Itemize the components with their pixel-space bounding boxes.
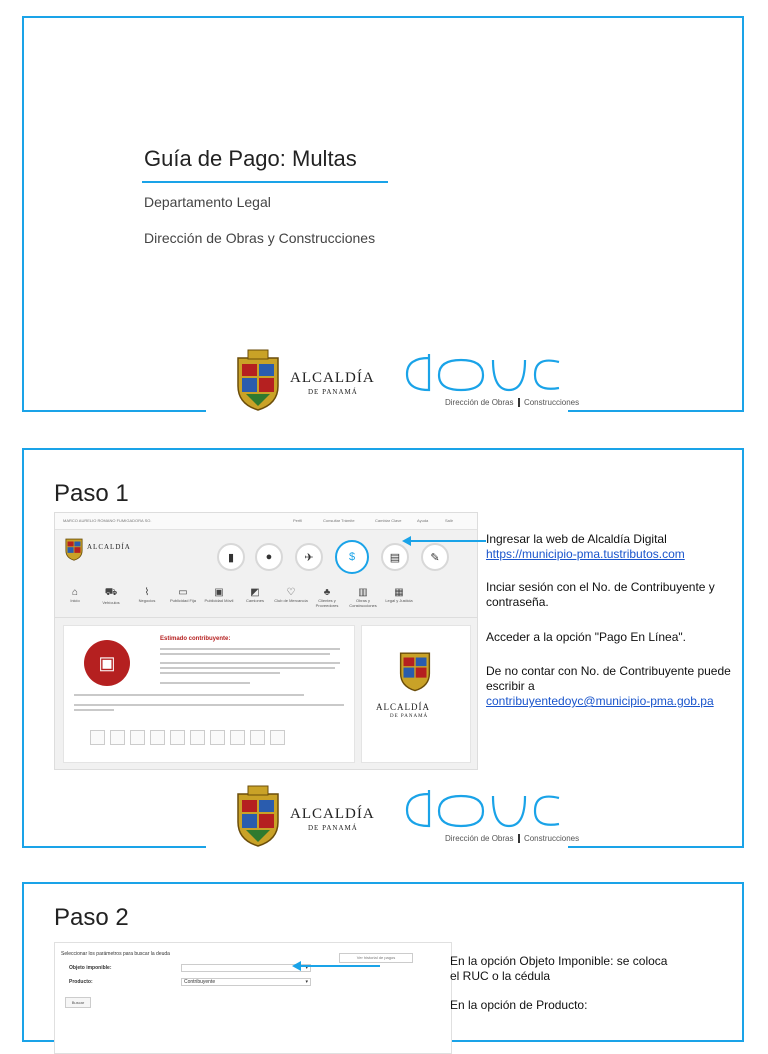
alcaldia-name: ALCALDÍA xyxy=(290,370,375,386)
buscar-button[interactable]: Buscar xyxy=(65,997,91,1008)
portal-link-ayuda[interactable]: Ayuda xyxy=(417,518,429,523)
slide-footer xyxy=(24,352,742,412)
pointer-arrow xyxy=(300,965,380,967)
nav-publicidad-movil[interactable]: ▣ Publicidad Móvil xyxy=(204,587,234,603)
pointer-arrow xyxy=(410,540,486,542)
shortcut-club-icon[interactable] xyxy=(210,730,225,745)
portal-placas-button[interactable]: ✈ xyxy=(295,543,323,571)
search-caption: Seleccionar los parámetros para buscar la deuda xyxy=(61,951,170,957)
doyc-mark-icon xyxy=(399,786,569,834)
nav-vehiculos[interactable]: ⛟ Vehículos xyxy=(102,587,120,605)
shortcut-camiones-icon[interactable] xyxy=(190,730,205,745)
slide-footer xyxy=(24,788,742,848)
shortcut-legal-icon[interactable] xyxy=(270,730,285,745)
portal-link-clave[interactable]: Cambiar Clave xyxy=(375,518,402,523)
portal-nav xyxy=(55,585,477,618)
slide-paso-1 xyxy=(22,448,744,848)
step-title: Paso 1 xyxy=(54,480,129,507)
portal-link-consultar[interactable]: Consultar Trámite xyxy=(323,518,355,523)
nav-inicio[interactable]: ⌂ Inicio xyxy=(70,587,80,603)
alcaldia-subname: DE PANAMÁ xyxy=(308,824,358,832)
slide-paso-2 xyxy=(22,882,744,1042)
notice-monitor-icon: ▣ xyxy=(84,640,130,686)
objeto-imponible-label: Objeto imponible: xyxy=(69,965,112,971)
nav-obras[interactable]: ▥ Obras y Construcciones xyxy=(349,587,377,608)
nav-club[interactable]: ♡ Club de Mercancía xyxy=(274,587,308,603)
portal-topbar xyxy=(55,513,477,530)
info-objeto: En la opción Objeto Imponible: se coloca el RUC o la cédula xyxy=(450,954,668,983)
info-access: Acceder a la opción "Pago En Línea". xyxy=(486,630,686,644)
portal-url-link[interactable]: https://municipio-pma.tustributos.com xyxy=(486,547,685,561)
portal-paz-salvo-button[interactable]: ▮ xyxy=(217,543,245,571)
department-label: Departamento Legal xyxy=(144,194,271,210)
shortcut-obras-icon[interactable] xyxy=(250,730,265,745)
portal-side-logo xyxy=(361,625,471,763)
alcaldia-subname: DE PANAMÁ xyxy=(308,388,358,396)
alcaldia-logo xyxy=(234,784,384,848)
portal-pago-linea-button[interactable]: $ xyxy=(335,540,369,574)
slide-title xyxy=(22,16,744,412)
nav-clientes[interactable]: ♣ Clientes y Proveedores xyxy=(315,587,339,608)
nav-publicidad-fija[interactable]: ▭ Publicidad Fija xyxy=(169,587,196,603)
contact-email-link[interactable]: contribuyentedoyc@municipio-pma.gob.pa xyxy=(486,694,714,708)
nav-camiones[interactable]: ◩ Camiones xyxy=(245,587,264,603)
direction-label: Dirección de Obras y Construcciones xyxy=(144,230,376,246)
doyc-caption: Dirección de Obras Construcciones xyxy=(445,398,580,407)
historial-button[interactable]: Ver historial de pagos xyxy=(339,953,413,963)
shortcut-inicio-icon[interactable] xyxy=(90,730,105,745)
nav-negocios[interactable]: ⌇ Negocios xyxy=(138,587,156,603)
portal-side-seal-icon xyxy=(396,646,434,692)
producto-select[interactable]: Contribuyente ▾ xyxy=(181,978,311,986)
doyc-logo xyxy=(399,786,580,852)
shortcut-negocios-icon[interactable] xyxy=(130,730,145,745)
portal-estado-cuenta-button[interactable]: ▤ xyxy=(381,543,409,571)
portal-notice-panel xyxy=(63,625,355,763)
alcaldia-logo xyxy=(234,348,384,412)
shortcut-publicidad-icon[interactable] xyxy=(150,730,165,745)
side-alcaldia-sub: DE PANAMÁ xyxy=(390,714,429,719)
shortcut-clientes-icon[interactable] xyxy=(230,730,245,745)
search-form-screenshot xyxy=(54,942,452,1054)
notice-heading: Estimado contribuyente: xyxy=(160,636,231,642)
portal-screenshot xyxy=(54,512,478,770)
side-alcaldia-name: ALCALDÍA xyxy=(376,702,430,712)
portal-paz-salvo2-button[interactable]: ✎ xyxy=(421,543,449,571)
shortcut-vehiculos-icon[interactable] xyxy=(110,730,125,745)
doyc-mark-icon xyxy=(399,350,569,398)
alcaldia-name: ALCALDÍA xyxy=(290,806,375,822)
doyc-caption: Dirección de Obras Construcciones xyxy=(445,834,580,843)
notice-shortcuts xyxy=(90,730,290,750)
portal-user-name: MARCO AURELIO ROMANO FUMIGADORA SO. xyxy=(63,518,152,523)
step-title: Paso 2 xyxy=(54,904,129,931)
producto-label: Producto: xyxy=(69,979,93,985)
info-no-contrib xyxy=(486,664,746,709)
shortcut-movil-icon[interactable] xyxy=(170,730,185,745)
portal-seal-icon xyxy=(63,535,85,561)
guide-title: Guía de Pago: Multas xyxy=(144,146,357,171)
doyc-logo xyxy=(399,350,580,416)
title-underline xyxy=(142,181,388,183)
info-web xyxy=(486,532,746,562)
portal-link-perfil[interactable]: Perfil xyxy=(293,518,303,523)
alcaldia-seal-icon xyxy=(234,784,282,848)
info-web-text: Ingresar la web de Alcaldía Digital xyxy=(486,532,667,546)
portal-alcaldia-name: ALCALDÍA xyxy=(87,543,131,551)
alcaldia-seal-icon xyxy=(234,348,282,412)
portal-transporte-button[interactable]: ● xyxy=(255,543,283,571)
info-no-contrib-text: De no contar con No. de Contribuyente puede escribir a xyxy=(486,664,731,693)
portal-link-salir[interactable]: Salir xyxy=(445,518,454,523)
nav-legal[interactable]: ▦ Legal y Justicia xyxy=(385,587,413,603)
info-login: Inciar sesión con el No. de Contribuyente y contraseña. xyxy=(486,580,715,609)
info-producto: En la opción de Producto: xyxy=(450,998,588,1012)
